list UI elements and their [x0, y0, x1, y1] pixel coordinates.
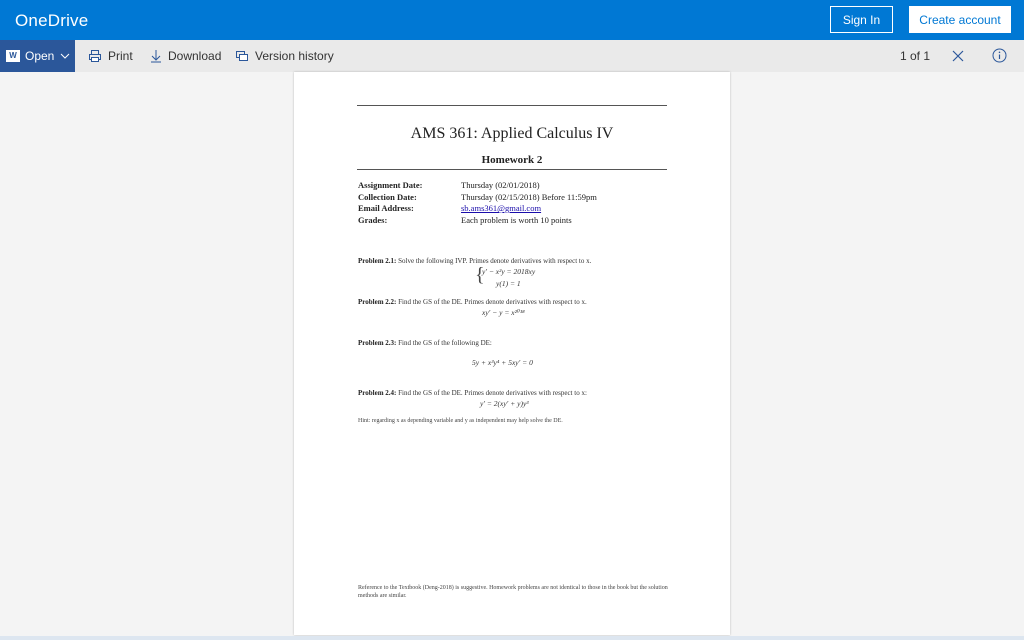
create-account-button[interactable]: Create account	[909, 6, 1011, 33]
print-label: Print	[108, 49, 133, 63]
problem-text: Find the GS of the following DE:	[398, 339, 492, 347]
info-value: Thursday (02/15/2018) Before 11:59pm	[461, 191, 597, 202]
download-icon	[150, 49, 162, 63]
top-rule	[357, 105, 667, 106]
document-title: AMS 361: Applied Calculus IV	[410, 125, 614, 142]
problem-text: Find the GS of the DE. Primes denote derivatives with respect to x.	[398, 298, 587, 306]
reference-footer: Reference to the Textbook (Deng-2018) is suggestive. Homework problems are not identical to those in the book but the solution methods are similar.	[358, 585, 668, 599]
info-icon[interactable]	[992, 48, 1007, 63]
problem-equation: 5y + x³y⁴ + 5xy′ = 0	[472, 358, 533, 367]
info-label: Grades:	[358, 214, 388, 225]
page-count: 1 of 1	[900, 49, 931, 63]
info-label: Collection Date:	[358, 191, 417, 202]
problem-2-3	[358, 339, 492, 347]
open-label: Open	[25, 49, 55, 63]
bottom-edge	[0, 636, 1024, 640]
download-label: Download	[168, 49, 222, 63]
word-icon: W	[6, 50, 20, 62]
version-history-icon	[235, 49, 249, 63]
problem-2-2	[358, 298, 587, 306]
document-subtitle: Homework 2	[481, 154, 543, 166]
chevron-down-icon	[60, 51, 70, 61]
info-row	[358, 203, 597, 215]
info-row	[358, 192, 597, 204]
problem-equation: y′ = 2(xy′ + y)y³	[480, 399, 529, 408]
printer-icon	[88, 49, 102, 63]
info-row	[358, 180, 597, 192]
sign-in-button[interactable]: Sign In	[830, 6, 893, 33]
assignment-info	[358, 180, 597, 226]
info-value: Each problem is worth 10 points	[461, 214, 572, 225]
top-bar	[0, 0, 1024, 40]
close-icon[interactable]	[951, 49, 965, 63]
document-page	[294, 72, 730, 635]
problem-label: Problem 2.2:	[358, 298, 397, 306]
problem-text: Find the GS of the DE. Primes denote derivatives with respect to x:	[398, 389, 587, 397]
email-link[interactable]: sb.ams361@gmail.com	[461, 203, 542, 213]
problem-label: Problem 2.4:	[358, 389, 397, 397]
problem-label: Problem 2.1:	[358, 257, 397, 265]
onedrive-logo[interactable]: OneDrive	[15, 11, 89, 30]
problem-equation: y(1) = 1	[496, 279, 521, 288]
version-history-label: Version history	[255, 49, 334, 63]
brace-symbol: {	[475, 264, 485, 286]
info-label: Email Address:	[358, 203, 414, 213]
info-row	[358, 215, 597, 227]
hint-text: Hint: regarding x as depending variable and y as independent may help solve the DE.	[358, 418, 563, 424]
download-button[interactable]	[150, 40, 221, 72]
problem-text: Solve the following IVP. Primes denote derivatives with respect to x.	[398, 257, 592, 265]
info-value: Thursday (02/01/2018)	[461, 180, 540, 190]
problem-equation: y′ − x²y = 2018xy	[482, 267, 536, 276]
problem-equation: xy′ − y = x²⁰¹⁸	[482, 308, 525, 317]
print-button[interactable]	[88, 40, 133, 72]
info-label: Assignment Date:	[358, 180, 423, 190]
subtitle-rule	[357, 169, 667, 170]
command-bar	[0, 40, 1024, 72]
version-history-button[interactable]	[235, 40, 334, 72]
open-button[interactable]	[0, 40, 75, 72]
problem-label: Problem 2.3:	[358, 339, 397, 347]
problem-2-4	[358, 389, 587, 397]
